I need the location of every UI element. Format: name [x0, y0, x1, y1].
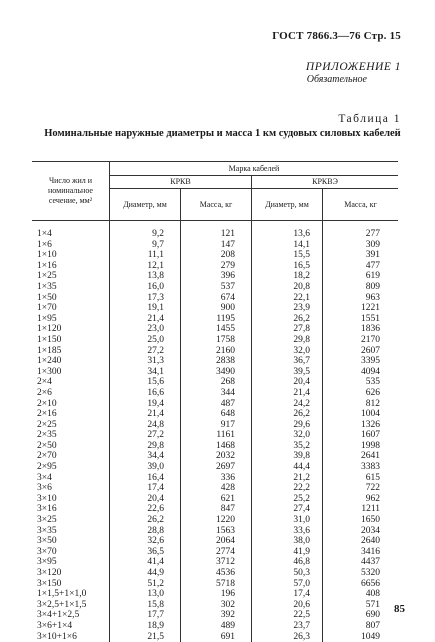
table-row [32, 271, 398, 282]
cell-krkve-diameter: 31,0 [252, 515, 323, 526]
cell-krkv-diameter: 21,4 [110, 409, 181, 420]
cell-krkve-diameter: 20,6 [252, 600, 323, 611]
table-row [32, 526, 398, 537]
cell-conductor: 2×25 [32, 420, 110, 431]
cell-krkv-diameter: 13,0 [110, 589, 181, 600]
table-label: Таблица 1 [338, 113, 401, 125]
cell-krkve-mass: 1836 [323, 324, 399, 335]
table-row [32, 221, 398, 240]
cell-krkve-diameter: 20,4 [252, 377, 323, 388]
table-row [32, 314, 398, 325]
cell-conductor: 2×95 [32, 462, 110, 473]
cell-conductor: 1×70 [32, 303, 110, 314]
cell-krkve-mass: 812 [323, 399, 399, 410]
cell-krkv-mass: 2697 [181, 462, 252, 473]
cell-krkv-diameter: 15,6 [110, 377, 181, 388]
cell-krkve-mass: 1998 [323, 441, 399, 452]
table-row [32, 377, 398, 388]
cell-conductor: 1×50 [32, 293, 110, 304]
cell-conductor: 1×120 [32, 324, 110, 335]
cell-krkve-mass: 626 [323, 388, 399, 399]
table-row [32, 250, 398, 261]
cell-krkve-mass: 3395 [323, 356, 399, 367]
cell-krkve-diameter: 22,2 [252, 483, 323, 494]
cell-krkv-mass: 1758 [181, 335, 252, 346]
cell-krkve-diameter: 22,5 [252, 610, 323, 621]
cell-krkv-diameter: 17,3 [110, 293, 181, 304]
cell-conductor: 3×25 [32, 515, 110, 526]
table-row [32, 547, 398, 558]
cell-krkv-diameter: 9,7 [110, 240, 181, 251]
cell-krkv-diameter: 19,4 [110, 399, 181, 410]
cell-krkve-diameter: 29,8 [252, 335, 323, 346]
cell-krkv-diameter: 21,5 [110, 632, 181, 642]
cell-conductor: 1×16 [32, 261, 110, 272]
cell-krkv-diameter: 24,8 [110, 420, 181, 431]
cell-krkve-diameter: 35,2 [252, 441, 323, 452]
cell-conductor: 3×150 [32, 579, 110, 590]
cell-krkv-diameter: 23,0 [110, 324, 181, 335]
cell-krkv-diameter: 41,4 [110, 557, 181, 568]
cell-krkv-mass: 917 [181, 420, 252, 431]
cell-krkv-diameter: 51,2 [110, 579, 181, 590]
cell-conductor: 2×70 [32, 451, 110, 462]
cell-krkve-mass: 1004 [323, 409, 399, 420]
table-title: Номинальные наружные диаметры и масса 1 км судовых силовых кабелей [44, 128, 401, 139]
table-header [32, 162, 398, 221]
table-row [32, 356, 398, 367]
cell-krkve-diameter: 26,2 [252, 409, 323, 420]
header-krkve-diameter: Диаметр, мм [252, 189, 323, 221]
cell-krkv-mass: 2032 [181, 451, 252, 462]
cell-krkve-mass: 619 [323, 271, 399, 282]
cell-krkve-mass: 2607 [323, 346, 399, 357]
cell-conductor: 1×1,5+1×1,0 [32, 589, 110, 600]
cell-krkve-mass: 5320 [323, 568, 399, 579]
cell-krkve-mass: 1607 [323, 430, 399, 441]
table-row [32, 451, 398, 462]
cell-krkv-diameter: 12,1 [110, 261, 181, 272]
cell-krkv-mass: 2838 [181, 356, 252, 367]
table-row [32, 462, 398, 473]
cell-krkve-mass: 6656 [323, 579, 399, 590]
cell-krkv-diameter: 13,8 [110, 271, 181, 282]
cell-krkv-mass: 3490 [181, 367, 252, 378]
table-row [32, 261, 398, 272]
cell-conductor: 1×150 [32, 335, 110, 346]
cell-krkve-mass: 807 [323, 621, 399, 632]
cell-krkv-mass: 691 [181, 632, 252, 642]
cell-krkv-diameter: 18,9 [110, 621, 181, 632]
cell-krkve-diameter: 46,8 [252, 557, 323, 568]
cell-krkve-diameter: 44,4 [252, 462, 323, 473]
cell-conductor: 1×4 [32, 221, 110, 240]
cell-conductor: 3×10 [32, 494, 110, 505]
cell-krkv-mass: 489 [181, 621, 252, 632]
cell-krkv-diameter: 29,8 [110, 441, 181, 452]
cell-krkv-diameter: 16,6 [110, 388, 181, 399]
cell-krkv-diameter: 20,4 [110, 494, 181, 505]
cell-krkve-diameter: 22,1 [252, 293, 323, 304]
cell-krkv-diameter: 44,9 [110, 568, 181, 579]
table-row [32, 632, 398, 642]
cell-krkve-diameter: 29,6 [252, 420, 323, 431]
header-cable-brand: Марка кабелей [110, 162, 399, 176]
cell-conductor: 3×120 [32, 568, 110, 579]
table-row [32, 420, 398, 431]
table-row [32, 610, 398, 621]
appendix-status: Обязательное [306, 74, 367, 85]
table-row [32, 483, 398, 494]
cell-krkve-diameter: 39,5 [252, 367, 323, 378]
header-krkve-mass: Масса, кг [323, 189, 399, 221]
cell-krkve-mass: 309 [323, 240, 399, 251]
cell-krkv-diameter: 21,4 [110, 314, 181, 325]
header-krkve: КРКВЭ [252, 176, 399, 189]
table-row [32, 430, 398, 441]
cell-krkv-mass: 3712 [181, 557, 252, 568]
cell-krkve-mass: 4094 [323, 367, 399, 378]
cell-krkv-diameter: 19,1 [110, 303, 181, 314]
cell-krkve-diameter: 13,6 [252, 221, 323, 240]
cell-krkv-mass: 1161 [181, 430, 252, 441]
cell-krkv-mass: 1563 [181, 526, 252, 537]
cell-krkve-mass: 1211 [323, 504, 399, 515]
table-row [32, 515, 398, 526]
cell-conductor: 3×16 [32, 504, 110, 515]
cell-krkv-diameter: 17,4 [110, 483, 181, 494]
cell-krkv-mass: 344 [181, 388, 252, 399]
cell-conductor: 2×50 [32, 441, 110, 452]
cell-krkv-mass: 147 [181, 240, 252, 251]
cell-krkve-diameter: 15,5 [252, 250, 323, 261]
cell-krkve-diameter: 50,3 [252, 568, 323, 579]
page-number: 85 [394, 603, 405, 615]
cell-krkv-mass: 2774 [181, 547, 252, 558]
cell-krkv-mass: 208 [181, 250, 252, 261]
table-row [32, 557, 398, 568]
cell-krkv-mass: 302 [181, 600, 252, 611]
cell-krkve-diameter: 16,5 [252, 261, 323, 272]
cell-krkv-mass: 487 [181, 399, 252, 410]
cell-krkve-diameter: 38,0 [252, 536, 323, 547]
table-row [32, 473, 398, 484]
header-krkv-diameter: Диаметр, мм [110, 189, 181, 221]
cell-krkv-diameter: 25,0 [110, 335, 181, 346]
table-body [32, 221, 398, 642]
cell-krkve-mass: 3383 [323, 462, 399, 473]
cell-conductor: 2×4 [32, 377, 110, 388]
cell-conductor: 1×25 [32, 271, 110, 282]
cell-krkve-diameter: 57,0 [252, 579, 323, 590]
cell-conductor: 3×6 [32, 483, 110, 494]
cell-krkv-mass: 900 [181, 303, 252, 314]
cell-krkv-mass: 1195 [181, 314, 252, 325]
cell-krkv-mass: 1468 [181, 441, 252, 452]
cell-krkve-mass: 277 [323, 221, 399, 240]
cell-conductor: 2×35 [32, 430, 110, 441]
cell-krkv-diameter: 11,1 [110, 250, 181, 261]
cell-krkv-diameter: 31,3 [110, 356, 181, 367]
cell-krkve-diameter: 39,8 [252, 451, 323, 462]
cell-krkv-mass: 1220 [181, 515, 252, 526]
cell-krkve-diameter: 25,2 [252, 494, 323, 505]
cell-krkve-diameter: 33,6 [252, 526, 323, 537]
cell-krkv-diameter: 9,2 [110, 221, 181, 240]
cell-krkve-diameter: 14,1 [252, 240, 323, 251]
cell-conductor: 3×35 [32, 526, 110, 537]
cell-krkve-diameter: 26,3 [252, 632, 323, 642]
cell-krkve-mass: 963 [323, 293, 399, 304]
cell-krkv-diameter: 34,1 [110, 367, 181, 378]
cell-conductor: 3×4 [32, 473, 110, 484]
cell-conductor: 3×70 [32, 547, 110, 558]
cell-krkve-diameter: 24,2 [252, 399, 323, 410]
cell-krkve-diameter: 23,7 [252, 621, 323, 632]
table-row [32, 240, 398, 251]
cable-dimensions-table [32, 161, 398, 642]
cell-krkv-mass: 2160 [181, 346, 252, 357]
cell-krkve-mass: 3416 [323, 547, 399, 558]
cell-krkv-diameter: 26,2 [110, 515, 181, 526]
table-row [32, 621, 398, 632]
cell-krkv-mass: 537 [181, 282, 252, 293]
cell-krkve-diameter: 32,0 [252, 346, 323, 357]
cell-krkve-diameter: 27,4 [252, 504, 323, 515]
cell-krkve-mass: 962 [323, 494, 399, 505]
table-row [32, 589, 398, 600]
cell-conductor: 1×240 [32, 356, 110, 367]
cell-krkve-mass: 391 [323, 250, 399, 261]
table-row [32, 399, 398, 410]
table-row [32, 409, 398, 420]
cell-krkve-mass: 1650 [323, 515, 399, 526]
cell-krkve-mass: 1326 [323, 420, 399, 431]
table-row [32, 600, 398, 611]
cell-krkve-diameter: 32,0 [252, 430, 323, 441]
cell-krkve-mass: 2034 [323, 526, 399, 537]
cell-krkve-mass: 1551 [323, 314, 399, 325]
cell-krkve-diameter: 27,8 [252, 324, 323, 335]
table-row [32, 324, 398, 335]
cell-krkv-mass: 279 [181, 261, 252, 272]
table-row [32, 346, 398, 357]
cell-conductor: 1×10 [32, 250, 110, 261]
cell-conductor: 1×35 [32, 282, 110, 293]
cell-krkve-diameter: 20,8 [252, 282, 323, 293]
cell-krkve-mass: 2170 [323, 335, 399, 346]
table-row [32, 536, 398, 547]
cell-krkv-mass: 196 [181, 589, 252, 600]
cell-krkv-mass: 428 [181, 483, 252, 494]
cell-krkve-diameter: 23,9 [252, 303, 323, 314]
cell-krkv-mass: 2064 [181, 536, 252, 547]
table-row [32, 494, 398, 505]
cell-krkve-diameter: 21,2 [252, 473, 323, 484]
cell-krkve-mass: 2640 [323, 536, 399, 547]
cell-krkv-mass: 4536 [181, 568, 252, 579]
cell-krkv-diameter: 28,8 [110, 526, 181, 537]
table-row [32, 388, 398, 399]
cell-krkv-diameter: 27,2 [110, 430, 181, 441]
cell-krkv-mass: 5718 [181, 579, 252, 590]
page-header-standard: ГОСТ 7866.3—76 Стр. 15 [272, 30, 401, 42]
cell-krkv-mass: 396 [181, 271, 252, 282]
cell-krkv-diameter: 32,6 [110, 536, 181, 547]
cell-krkve-mass: 615 [323, 473, 399, 484]
cell-krkv-mass: 268 [181, 377, 252, 388]
cell-krkv-mass: 674 [181, 293, 252, 304]
cell-krkv-mass: 648 [181, 409, 252, 420]
cell-krkve-mass: 408 [323, 589, 399, 600]
cell-krkv-mass: 621 [181, 494, 252, 505]
cell-conductor: 1×300 [32, 367, 110, 378]
cell-krkve-mass: 477 [323, 261, 399, 272]
cell-krkv-mass: 336 [181, 473, 252, 484]
cell-krkve-diameter: 21,4 [252, 388, 323, 399]
cell-krkv-diameter: 16,0 [110, 282, 181, 293]
cell-krkve-mass: 809 [323, 282, 399, 293]
cell-krkv-diameter: 36,5 [110, 547, 181, 558]
cell-conductor: 1×185 [32, 346, 110, 357]
cell-krkv-diameter: 27,2 [110, 346, 181, 357]
cell-conductor: 3×2,5+1×1,5 [32, 600, 110, 611]
cell-krkve-mass: 535 [323, 377, 399, 388]
cell-krkv-diameter: 22,6 [110, 504, 181, 515]
cell-conductor: 2×6 [32, 388, 110, 399]
cell-krkv-mass: 392 [181, 610, 252, 621]
table-row [32, 504, 398, 515]
cell-krkve-mass: 4437 [323, 557, 399, 568]
table-row [32, 335, 398, 346]
cell-krkv-mass: 847 [181, 504, 252, 515]
cell-conductor: 1×95 [32, 314, 110, 325]
cell-krkve-diameter: 17,4 [252, 589, 323, 600]
table-row [32, 293, 398, 304]
cell-krkv-diameter: 17,7 [110, 610, 181, 621]
cell-krkve-mass: 690 [323, 610, 399, 621]
table-row [32, 568, 398, 579]
cell-krkve-mass: 1049 [323, 632, 399, 642]
table-row [32, 441, 398, 452]
cell-krkve-mass: 571 [323, 600, 399, 611]
table-row [32, 303, 398, 314]
cell-conductor: 1×6 [32, 240, 110, 251]
cell-krkve-diameter: 26,2 [252, 314, 323, 325]
header-krkv: КРКВ [110, 176, 252, 189]
cell-krkve-diameter: 41,9 [252, 547, 323, 558]
cell-krkv-diameter: 15,8 [110, 600, 181, 611]
appendix-title: ПРИЛОЖЕНИЕ 1 [305, 61, 401, 73]
header-conductor: Число жил и номинальное сечение, мм² [32, 162, 110, 221]
cell-krkve-mass: 2641 [323, 451, 399, 462]
cell-conductor: 3×50 [32, 536, 110, 547]
cell-conductor: 2×10 [32, 399, 110, 410]
cell-krkv-diameter: 39,0 [110, 462, 181, 473]
cell-conductor: 3×95 [32, 557, 110, 568]
cell-krkve-mass: 722 [323, 483, 399, 494]
cell-krkv-diameter: 34,4 [110, 451, 181, 462]
cell-krkv-mass: 121 [181, 221, 252, 240]
cell-conductor: 3×10+1×6 [32, 632, 110, 642]
cell-conductor: 3×4+1×2,5 [32, 610, 110, 621]
cell-krkve-diameter: 36,7 [252, 356, 323, 367]
cell-conductor: 3×6+1×4 [32, 621, 110, 632]
cell-krkve-mass: 1221 [323, 303, 399, 314]
header-krkv-mass: Масса, кг [181, 189, 252, 221]
cell-conductor: 2×16 [32, 409, 110, 420]
cell-krkve-diameter: 18,2 [252, 271, 323, 282]
table-row [32, 282, 398, 293]
table-row [32, 579, 398, 590]
cell-krkv-diameter: 16,4 [110, 473, 181, 484]
table-row [32, 367, 398, 378]
cell-krkv-mass: 1455 [181, 324, 252, 335]
